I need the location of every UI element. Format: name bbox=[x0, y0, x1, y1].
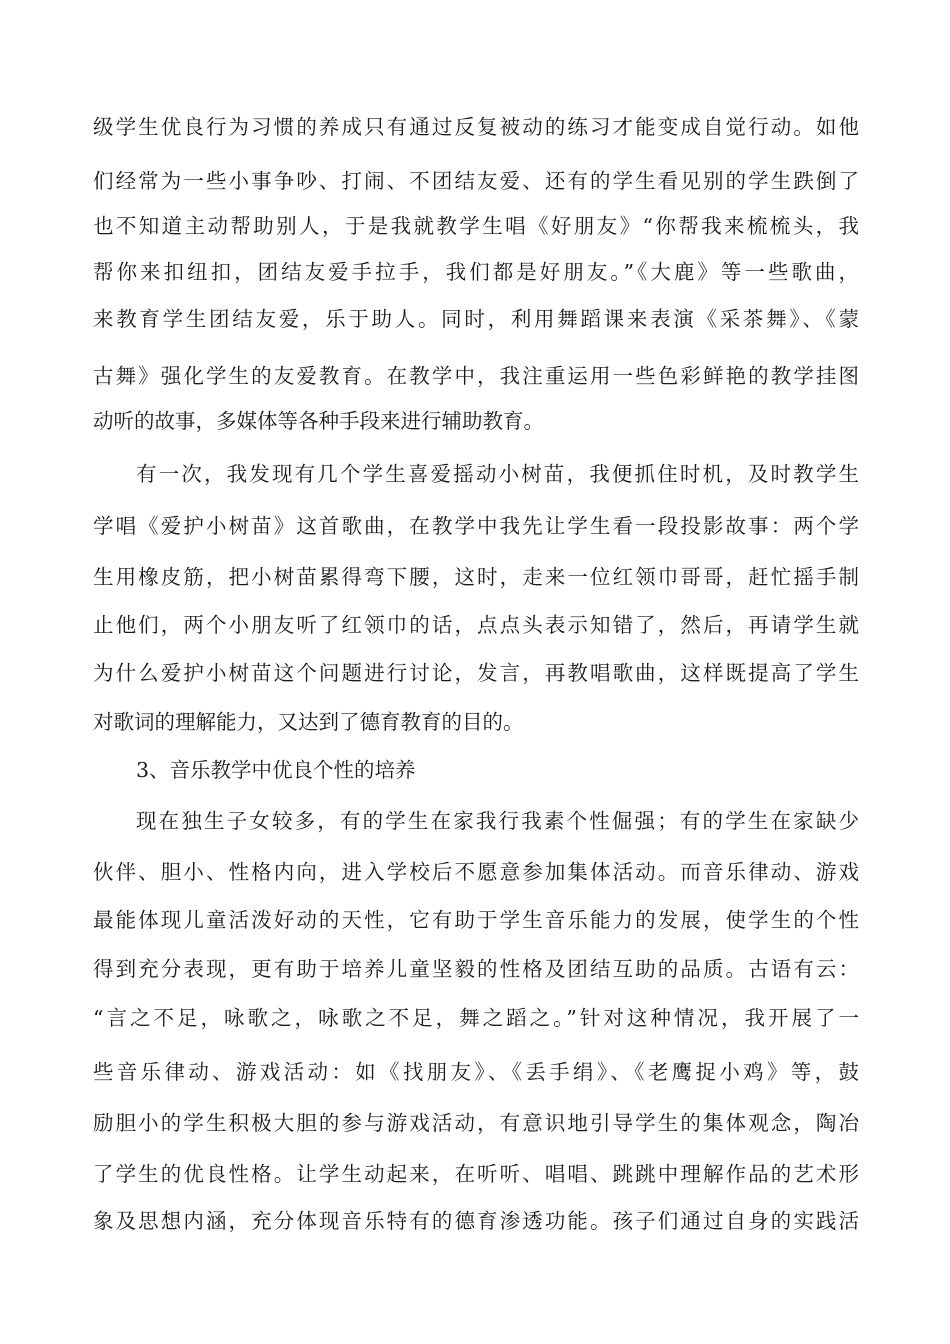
paragraph-3-line-6: 些音乐律动、游戏活动：如《找朋友》、《丢手绢》、《老鹰捉小鸡》等，鼓 bbox=[93, 1060, 859, 1084]
paragraph-1-line-1: 级学生优良行为习惯的养成只有通过反复被动的练习才能变成自觉行动。如他 bbox=[93, 115, 859, 139]
paragraph-2-line-1: 有一次，我发现有几个学生喜爱摇动小树苗，我便抓住时机，及时教学生 bbox=[136, 462, 859, 486]
paragraph-1-line-5: 来教育学生团结友爱，乐于助人。同时，利用舞蹈课来表演《采茶舞》、《蒙 bbox=[93, 307, 859, 331]
paragraph-3-line-4: 得到充分表现，更有助于培养儿童坚毅的性格及团结互助的品质。古语有云： bbox=[93, 957, 859, 981]
paragraph-3-line-1: 现在独生子女较多，有的学生在家我行我素个性倔强；有的学生在家缺少 bbox=[136, 809, 859, 833]
paragraph-3-line-8: 了学生的优良性格。让学生动起来，在听听、唱唱、跳跳中理解作品的艺术形 bbox=[93, 1162, 859, 1186]
paragraph-3-line-7: 励胆小的学生积极大胆的参与游戏活动，有意识地引导学生的集体观念，陶冶 bbox=[93, 1111, 859, 1135]
paragraph-3-line-9: 象及思想内涵，充分体现音乐特有的德育渗透功能。孩子们通过自身的实践活 bbox=[93, 1209, 859, 1233]
paragraph-1-line-6: 古舞》强化学生的友爱教育。在教学中，我注重运用一些色彩鲜艳的教学挂图 bbox=[93, 364, 859, 388]
paragraph-1-line-4: 帮你来扣纽扣，团结友爱手拉手，我们都是好朋友。”《大鹿》等一些歌曲， bbox=[93, 260, 859, 284]
paragraph-2-line-4: 止他们，两个小朋友听了红领巾的话，点点头表示知错了，然后，再请学生就 bbox=[93, 613, 859, 637]
paragraph-2-line-6: 对歌词的理解能力，又达到了德育教育的目的。 bbox=[93, 710, 524, 734]
paragraph-3-line-5: “言之不足，咏歌之，咏歌之不足，舞之蹈之。”针对这种情况，我开展了一 bbox=[93, 1006, 859, 1030]
paragraph-1-line-2: 们经常为一些小事争吵、打闹、不团结友爱、还有的学生看见别的学生跌倒了 bbox=[93, 169, 859, 193]
paragraph-2-line-2: 学唱《爱护小树苗》这首歌曲，在教学中我先让学生看一段投影故事：两个学 bbox=[93, 514, 859, 538]
paragraph-1-line-3: 也不知道主动帮助别人，于是我就教学生唱《好朋友》“你帮我来梳梳头，我 bbox=[93, 214, 859, 238]
paragraph-2-line-3: 生用橡皮筋，把小树苗累得弯下腰，这时，走来一位红领巾哥哥，赶忙摇手制 bbox=[93, 565, 859, 589]
paragraph-1-line-7: 动听的故事，多媒体等各种手段来进行辅助教育。 bbox=[93, 409, 544, 433]
paragraph-2-line-5: 为什么爱护小树苗这个问题进行讨论，发言，再教唱歌曲，这样既提高了学生 bbox=[93, 661, 859, 685]
paragraph-3-line-3: 最能体现儿童活泼好动的天性，它有助于学生音乐能力的发展，使学生的个性 bbox=[93, 908, 859, 932]
paragraph-3-line-2: 伙伴、胆小、性格内向，进入学校后不愿意参加集体活动。而音乐律动、游戏 bbox=[93, 860, 859, 884]
section-heading: 3、音乐教学中优良个性的培养 bbox=[136, 758, 416, 782]
